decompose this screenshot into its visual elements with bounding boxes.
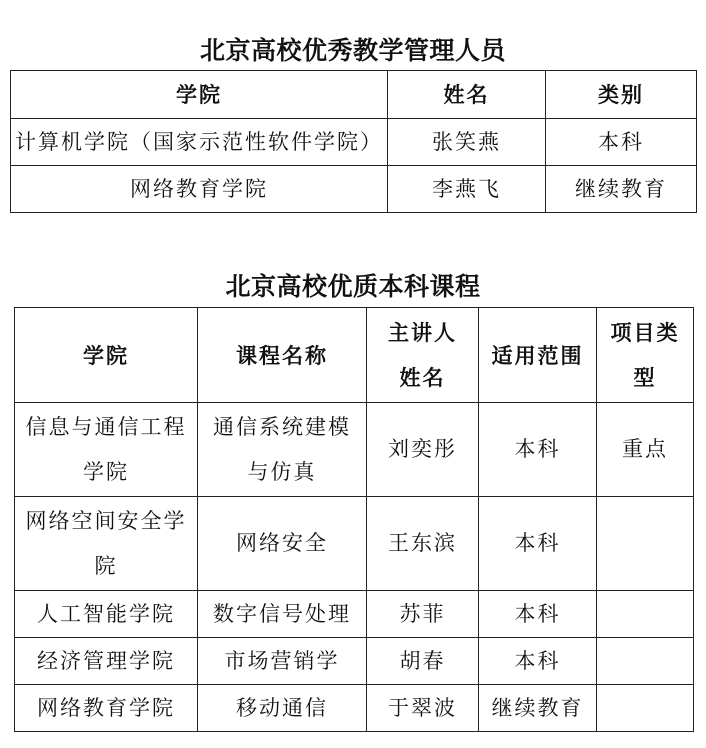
section1-title: 北京高校优秀教学管理人员 (199, 36, 506, 65)
table-row (11, 119, 697, 166)
cell-scope: 继续教育 (479, 685, 597, 732)
cell-project-type (597, 685, 694, 732)
table-row (11, 166, 697, 213)
cell-category: 继续教育 (546, 166, 697, 213)
cell-scope: 本科 (479, 403, 597, 497)
header-category: 类别 (546, 71, 697, 119)
table-row (15, 403, 694, 497)
table-row (15, 591, 694, 638)
cell-scope: 本科 (479, 591, 597, 638)
cell-course-name: 移动通信 (198, 685, 367, 732)
cell-course-name: 数字信号处理 (198, 591, 367, 638)
cell-name: 李燕飞 (388, 166, 546, 213)
cell-scope: 本科 (479, 638, 597, 685)
header-project-type: 项目类型 (597, 308, 694, 403)
table-row (15, 638, 694, 685)
cell-college: 经济管理学院 (15, 638, 198, 685)
cell-college: 网络空间安全学院 (15, 497, 198, 591)
section2-title: 北京高校优质本科课程 (225, 272, 481, 301)
management-staff-table (10, 70, 697, 213)
cell-college: 计算机学院（国家示范性软件学院） (11, 119, 388, 166)
quality-courses-table (14, 307, 694, 732)
cell-project-type (597, 638, 694, 685)
header-name: 姓名 (388, 71, 546, 119)
cell-college: 人工智能学院 (15, 591, 198, 638)
header-college: 学院 (11, 71, 388, 119)
cell-college: 网络教育学院 (15, 685, 198, 732)
header-course-name: 课程名称 (198, 308, 367, 403)
cell-scope: 本科 (479, 497, 597, 591)
table-row (15, 497, 694, 591)
table-header-row (11, 71, 697, 119)
cell-category: 本科 (546, 119, 697, 166)
table-row (15, 685, 694, 732)
cell-name: 张笑燕 (388, 119, 546, 166)
header-lecturer: 主讲人姓名 (367, 308, 479, 403)
cell-course-name: 网络安全 (198, 497, 367, 591)
cell-project-type (597, 497, 694, 591)
cell-college: 网络教育学院 (11, 166, 388, 213)
cell-project-type: 重点 (597, 403, 694, 497)
table-header-row (15, 308, 694, 403)
cell-lecturer: 苏菲 (367, 591, 479, 638)
cell-lecturer: 刘奕彤 (367, 403, 479, 497)
header-college: 学院 (15, 308, 198, 403)
cell-lecturer: 胡春 (367, 638, 479, 685)
cell-college: 信息与通信工程学院 (15, 403, 198, 497)
header-scope: 适用范围 (479, 308, 597, 403)
cell-lecturer: 王东滨 (367, 497, 479, 591)
cell-lecturer: 于翠波 (367, 685, 479, 732)
cell-course-name: 市场营销学 (198, 638, 367, 685)
cell-course-name: 通信系统建模与仿真 (198, 403, 367, 497)
cell-project-type (597, 591, 694, 638)
